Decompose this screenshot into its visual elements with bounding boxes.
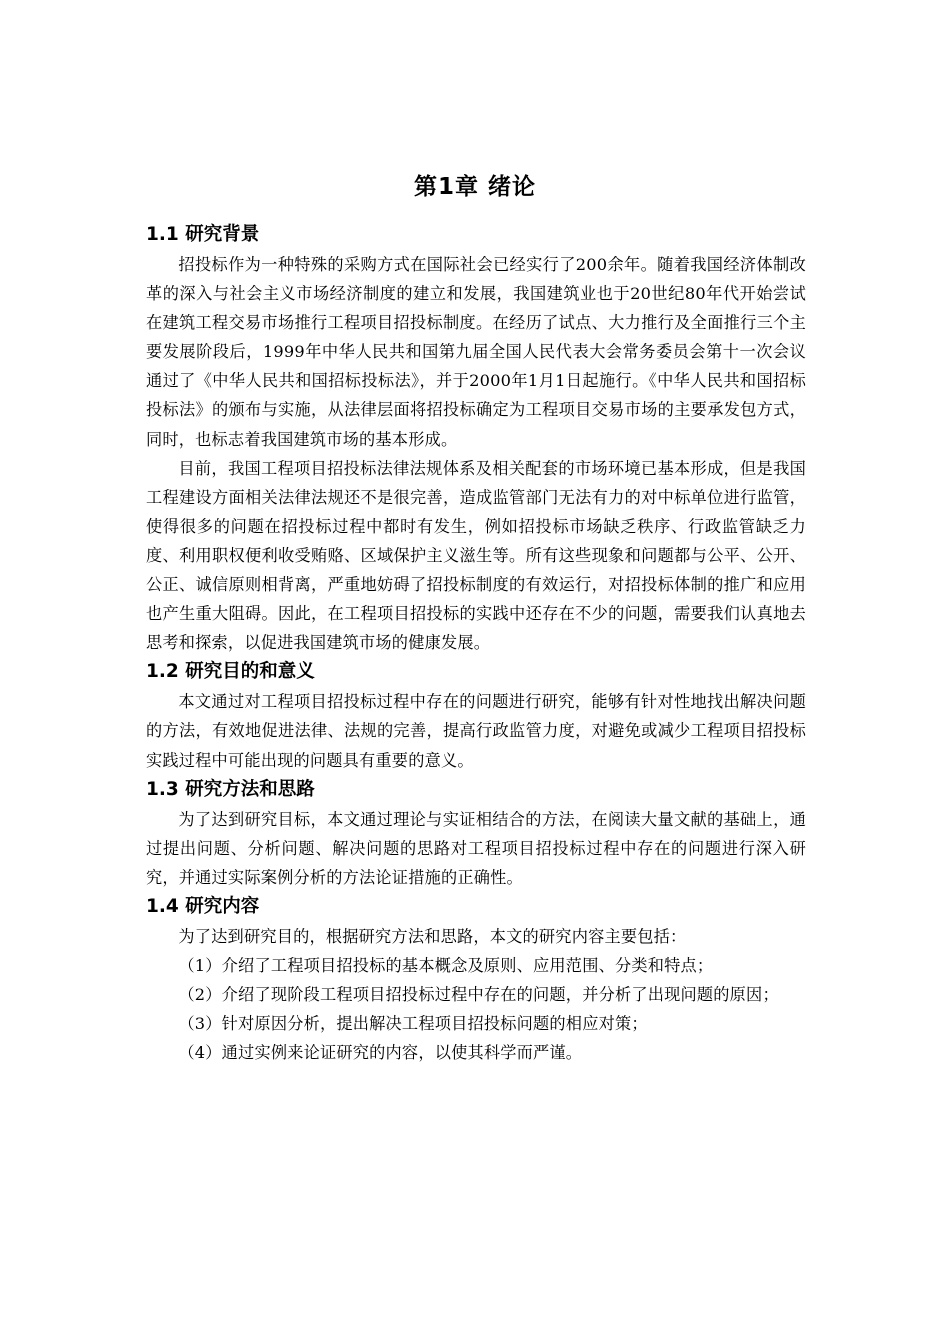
list-item: （1）介绍了工程项目招投标的基本概念及原则、应用范围、分类和特点； bbox=[178, 955, 714, 975]
section-heading: 1.1 研究背景 bbox=[146, 224, 260, 245]
section-research-method bbox=[146, 775, 806, 892]
section-research-content bbox=[146, 892, 806, 1067]
document-body bbox=[146, 220, 806, 1067]
paragraph: 招投标作为一种特殊的采购方式在国际社会已经实行了200余年。随着我国经济体制改革的深入与社会主义市场经济制度的建立和发展，我国建筑业也于20世纪80年代开始尝试在建筑工程交易市场推行工程项目招投标制度。在经历了试点、大力推行及全面推行三个主要发展阶段后，1999年中华人民共和国第九届全国人民代表大会常务委员会第十一次会议通过了《中华人民共和国招标投标法》，并于2000年1月1日起施行。《中华人民共和国招标投标法》的颁布与实施，从法律层面将招投标确定为工程项目交易市场的主要承发包方式，同时，也标志着我国建筑市场的基本形成。 bbox=[146, 255, 806, 449]
paragraph: 目前，我国工程项目招投标法律法规体系及相关配套的市场环境已基本形成，但是我国工程建设方面相关法律法规还不是很完善，造成监管部门无法有力的对中标单位进行监管，使得很多的问题在招投标过程中都时有发生，例如招投标市场缺乏秩序、行政监管缺乏力度、利用职权便利收受贿赂、区域保护主义滋生等。所有这些现象和问题都与公平、公开、公正、诚信原则相背离，严重地妨碍了招投标制度的有效运行，对招投标体制的推广和应用也产生重大阻碍。因此，在工程项目招投标的实践中还存在不少的问题，需要我们认真地去思考和探索，以促进我国建筑市场的健康发展。 bbox=[146, 458, 806, 653]
section-heading: 1.3 研究方法和思路 bbox=[146, 778, 315, 800]
list-item: （3）针对原因分析，提出解决工程项目招投标问题的相应对策； bbox=[178, 1014, 648, 1034]
list-item: （2）介绍了现阶段工程项目招投标过程中存在的问题，并分析了出现问题的原因； bbox=[178, 985, 779, 1005]
paragraph: 为了达到研究目的，根据研究方法和思路，本文的研究内容主要包括： bbox=[178, 926, 687, 946]
section-heading: 1.2 研究目的和意义 bbox=[146, 661, 315, 683]
chapter-title: 第1章 绪论 bbox=[413, 174, 536, 200]
list-item: （4）通过实例来论证研究的内容，以使其科学而严谨。 bbox=[178, 1043, 583, 1063]
section-heading: 1.4 研究内容 bbox=[146, 895, 260, 917]
section-research-background bbox=[146, 220, 806, 657]
section-research-purpose bbox=[146, 657, 806, 774]
paragraph: 本文通过对工程项目招投标过程中存在的问题进行研究，能够有针对性地找出解决问题的方法，有效地促进法律、法规的完善，提高行政监管力度，对避免或减少工程项目招投标实践过程中可能出现的问题具有重要的意义。 bbox=[146, 692, 806, 770]
paragraph: 为了达到研究目标，本文通过理论与实证相结合的方法，在阅读大量文献的基础上，通过提出问题、分析问题、解决问题的思路对工程项目招投标过程中存在的问题进行深入研究，并通过实际案例分析的方法论证措施的正确性。 bbox=[146, 809, 806, 887]
